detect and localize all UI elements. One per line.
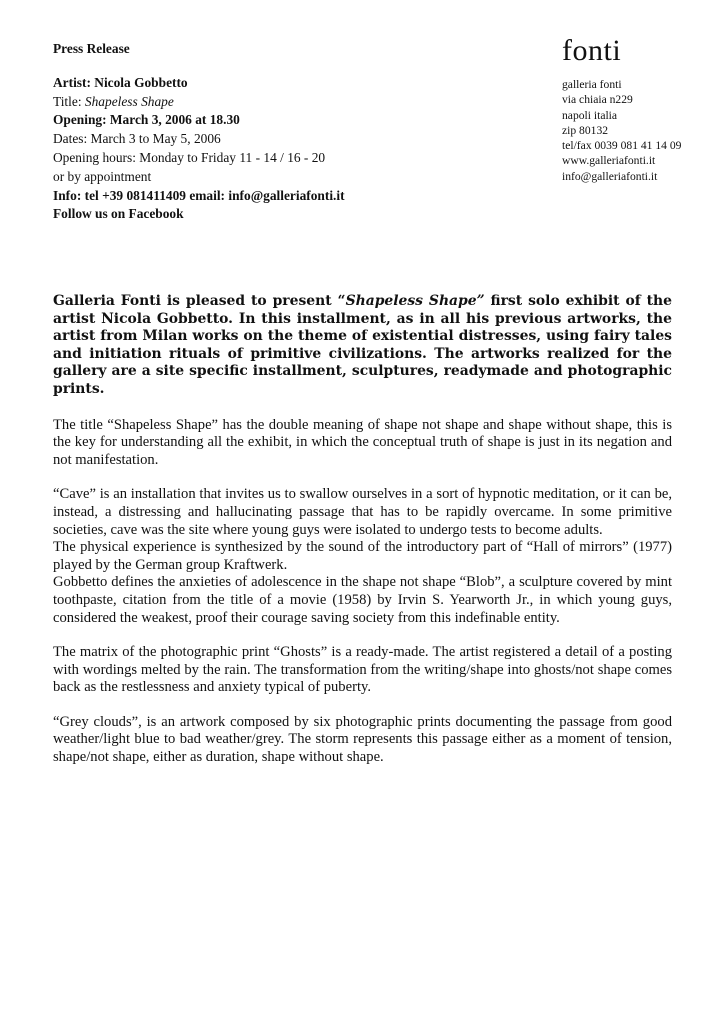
gallery-logo: fonti: [562, 34, 622, 67]
address-line: tel/fax 0039 081 41 14 09: [562, 139, 682, 153]
appointment-line: or by appointment: [53, 168, 152, 184]
address-line: via chiaia n229: [562, 93, 633, 107]
title-label: Title:: [53, 93, 82, 109]
press-release-label: Press Release: [53, 41, 130, 56]
paragraph-cave-blob: “Cave” is an installation that invites us to swallow ourselves in a sort of hypnotic meditation, or it can be, instead, a distressing and hallucinating passage that has to be rapidly overcame. In some primitive societies, cave was the site where young guys were isolated to undergo tests to become adults. The physical experience is synthesized by the sound of the introductory part of “Hall of mirrors” (1977) played by the German group Kraftwerk. Gobbetto defines the anxieties of adolescence in the shape not shape “Blob”, a sculpture covered by mint toothpaste, citation from the title of a movie (1958) by Irvin S. Yearworth Jr., in which young guys, considered the weakest, proof their courage saving society from this indefinable entity.: [53, 486, 672, 626]
lead-exhibit-title: Shapeless Shape”: [345, 293, 485, 309]
info-line: Info: tel +39 081411409 email: info@galleriafonti.it: [53, 187, 345, 203]
address-line: www.galleriafonti.it: [562, 154, 656, 168]
paragraph-ghosts: The matrix of the photographic print “Ghosts” is a ready-made. The artist registered a detail of a posting with wordings melted by the rain. The transformation from the writing/shape into ghosts/not shape comes back as the restlessness and anxiety typical of puberty.: [53, 644, 672, 696]
gallery-logo-block: [562, 35, 722, 184]
title-line: [53, 93, 473, 112]
address-line: zip 80132: [562, 123, 609, 137]
address-line: info@galleriafonti.it: [562, 169, 658, 183]
press-release-body: [53, 293, 672, 784]
artist-line: Artist: Nicola Gobbetto: [53, 74, 188, 90]
title-value: Shapeless Shape: [84, 93, 174, 109]
dates-line: Dates: March 3 to May 5, 2006: [53, 131, 221, 147]
address-line: napoli italia: [562, 108, 618, 122]
opening-line: Opening: March 3, 2006 at 18.30: [53, 112, 240, 128]
lead-paragraph: Galleria Fonti is pleased to present “Shapeless Shape” first solo exhibit of the artist Nicola Gobbetto. In this installment, as in all his previous artworks, the artist from Milan works on the theme of existential distresses, using fairy tales and initiation rituals of primitive civilizations. The artworks realized for the gallery are a site specific installment, sculptures, readymade and photographic prints.: [53, 293, 672, 397]
facebook-line: Follow us on Facebook: [53, 206, 184, 222]
paragraph-title-meaning: The title “Shapeless Shape” has the double meaning of shape not shape and shape without shape, this is the key for understanding all the exhibit, in which the conceptual truth of shape is just in its negation and not manifestation.: [53, 416, 672, 468]
hours-line: Opening hours: Monday to Friday 11 - 14 / 16 - 20: [53, 149, 326, 165]
address-line: galleria fonti: [562, 78, 622, 91]
press-release-header: [53, 40, 473, 224]
paragraph-grey-clouds: “Grey clouds”, is an artwork composed by six photographic prints documenting the passage from good weather/light blue to bad weather/grey. The storm represents this passage either as a moment of tension, shape/not shape, either as duration, shape without shape.: [53, 713, 672, 766]
gallery-address: [562, 77, 722, 184]
